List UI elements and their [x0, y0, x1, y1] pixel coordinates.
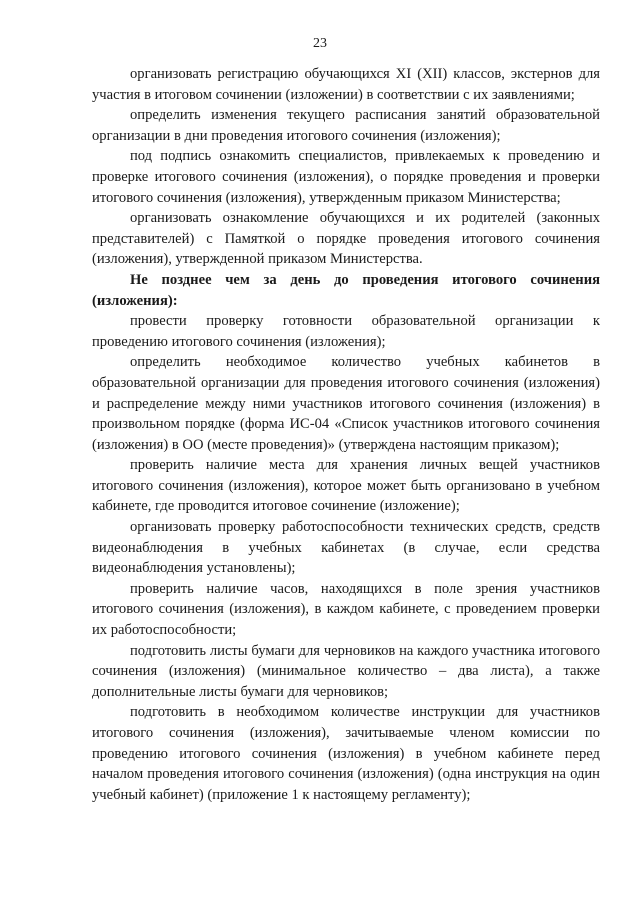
paragraph: организовать ознакомление обучающихся и их родителей (законных представителей) с Памяткой о порядке проведения итогового сочинения (изложения), утвержденной приказом Министерства.	[92, 210, 600, 268]
paragraph: определить необходимое количество учебных кабинетов в образовательной организации для проведения итогового сочинения (изложения) и распределение между ними участников итогового сочинения (изложения) в произвольном порядке (форма ИС-04 «Список участников итогового сочинения (изложения) в ОО (месте проведения)» (утверждена настоящим приказом);	[92, 354, 600, 453]
paragraph: организовать регистрацию обучающихся XI (XII) классов, экстернов для участия в итоговом сочинении (изложении) в соответствии с их заявлениями;	[92, 66, 600, 103]
paragraph: провести проверку готовности образовательной организации к проведению итогового сочинения (изложения);	[92, 313, 600, 350]
paragraph: подготовить в необходимом количестве инструкции для участников итогового сочинения (изложения), зачитываемые членом комиссии по проведению итогового сочинения (изложения) в учебном кабинете перед началом проведения итогового сочинения (изложения) (одна инструкция на один учебный кабинет) (приложение 1 к настоящему регламенту);	[92, 704, 600, 803]
paragraph: организовать проверку работоспособности технических средств, средств видеонаблюдения в учебных кабинетах (в случае, если средства видеонаблюдения установлены);	[92, 519, 600, 577]
page-number: 23	[313, 36, 327, 51]
paragraph: проверить наличие места для хранения личных вещей участников итогового сочинения (изложения), которое может быть организовано в учебном кабинете, где проводится итоговое сочинение (изложение);	[92, 457, 600, 515]
document-body	[92, 64, 600, 805]
paragraph: подготовить листы бумаги для черновиков на каждого участника итогового сочинения (изложения) (минимальное количество – два листа), а также дополнительные листы бумаги для черновиков;	[92, 642, 600, 700]
paragraph: проверить наличие часов, находящихся в поле зрения участников итогового сочинения (изложения), в каждом кабинете, с проведением проверки их работоспособности;	[92, 580, 600, 639]
section-heading: Не позднее чем за день до проведения итогового сочинения (изложения):	[92, 271, 600, 309]
paragraph: под подпись ознакомить специалистов, привлекаемых к проведению и проверке итогового сочинения (изложения), о порядке проведения и проверки итогового сочинения (изложения), утвержденным приказом Министерства;	[92, 148, 600, 206]
paragraph: определить изменения текущего расписания занятий образовательной организации в дни проведения итогового сочинения (изложения);	[92, 107, 600, 144]
